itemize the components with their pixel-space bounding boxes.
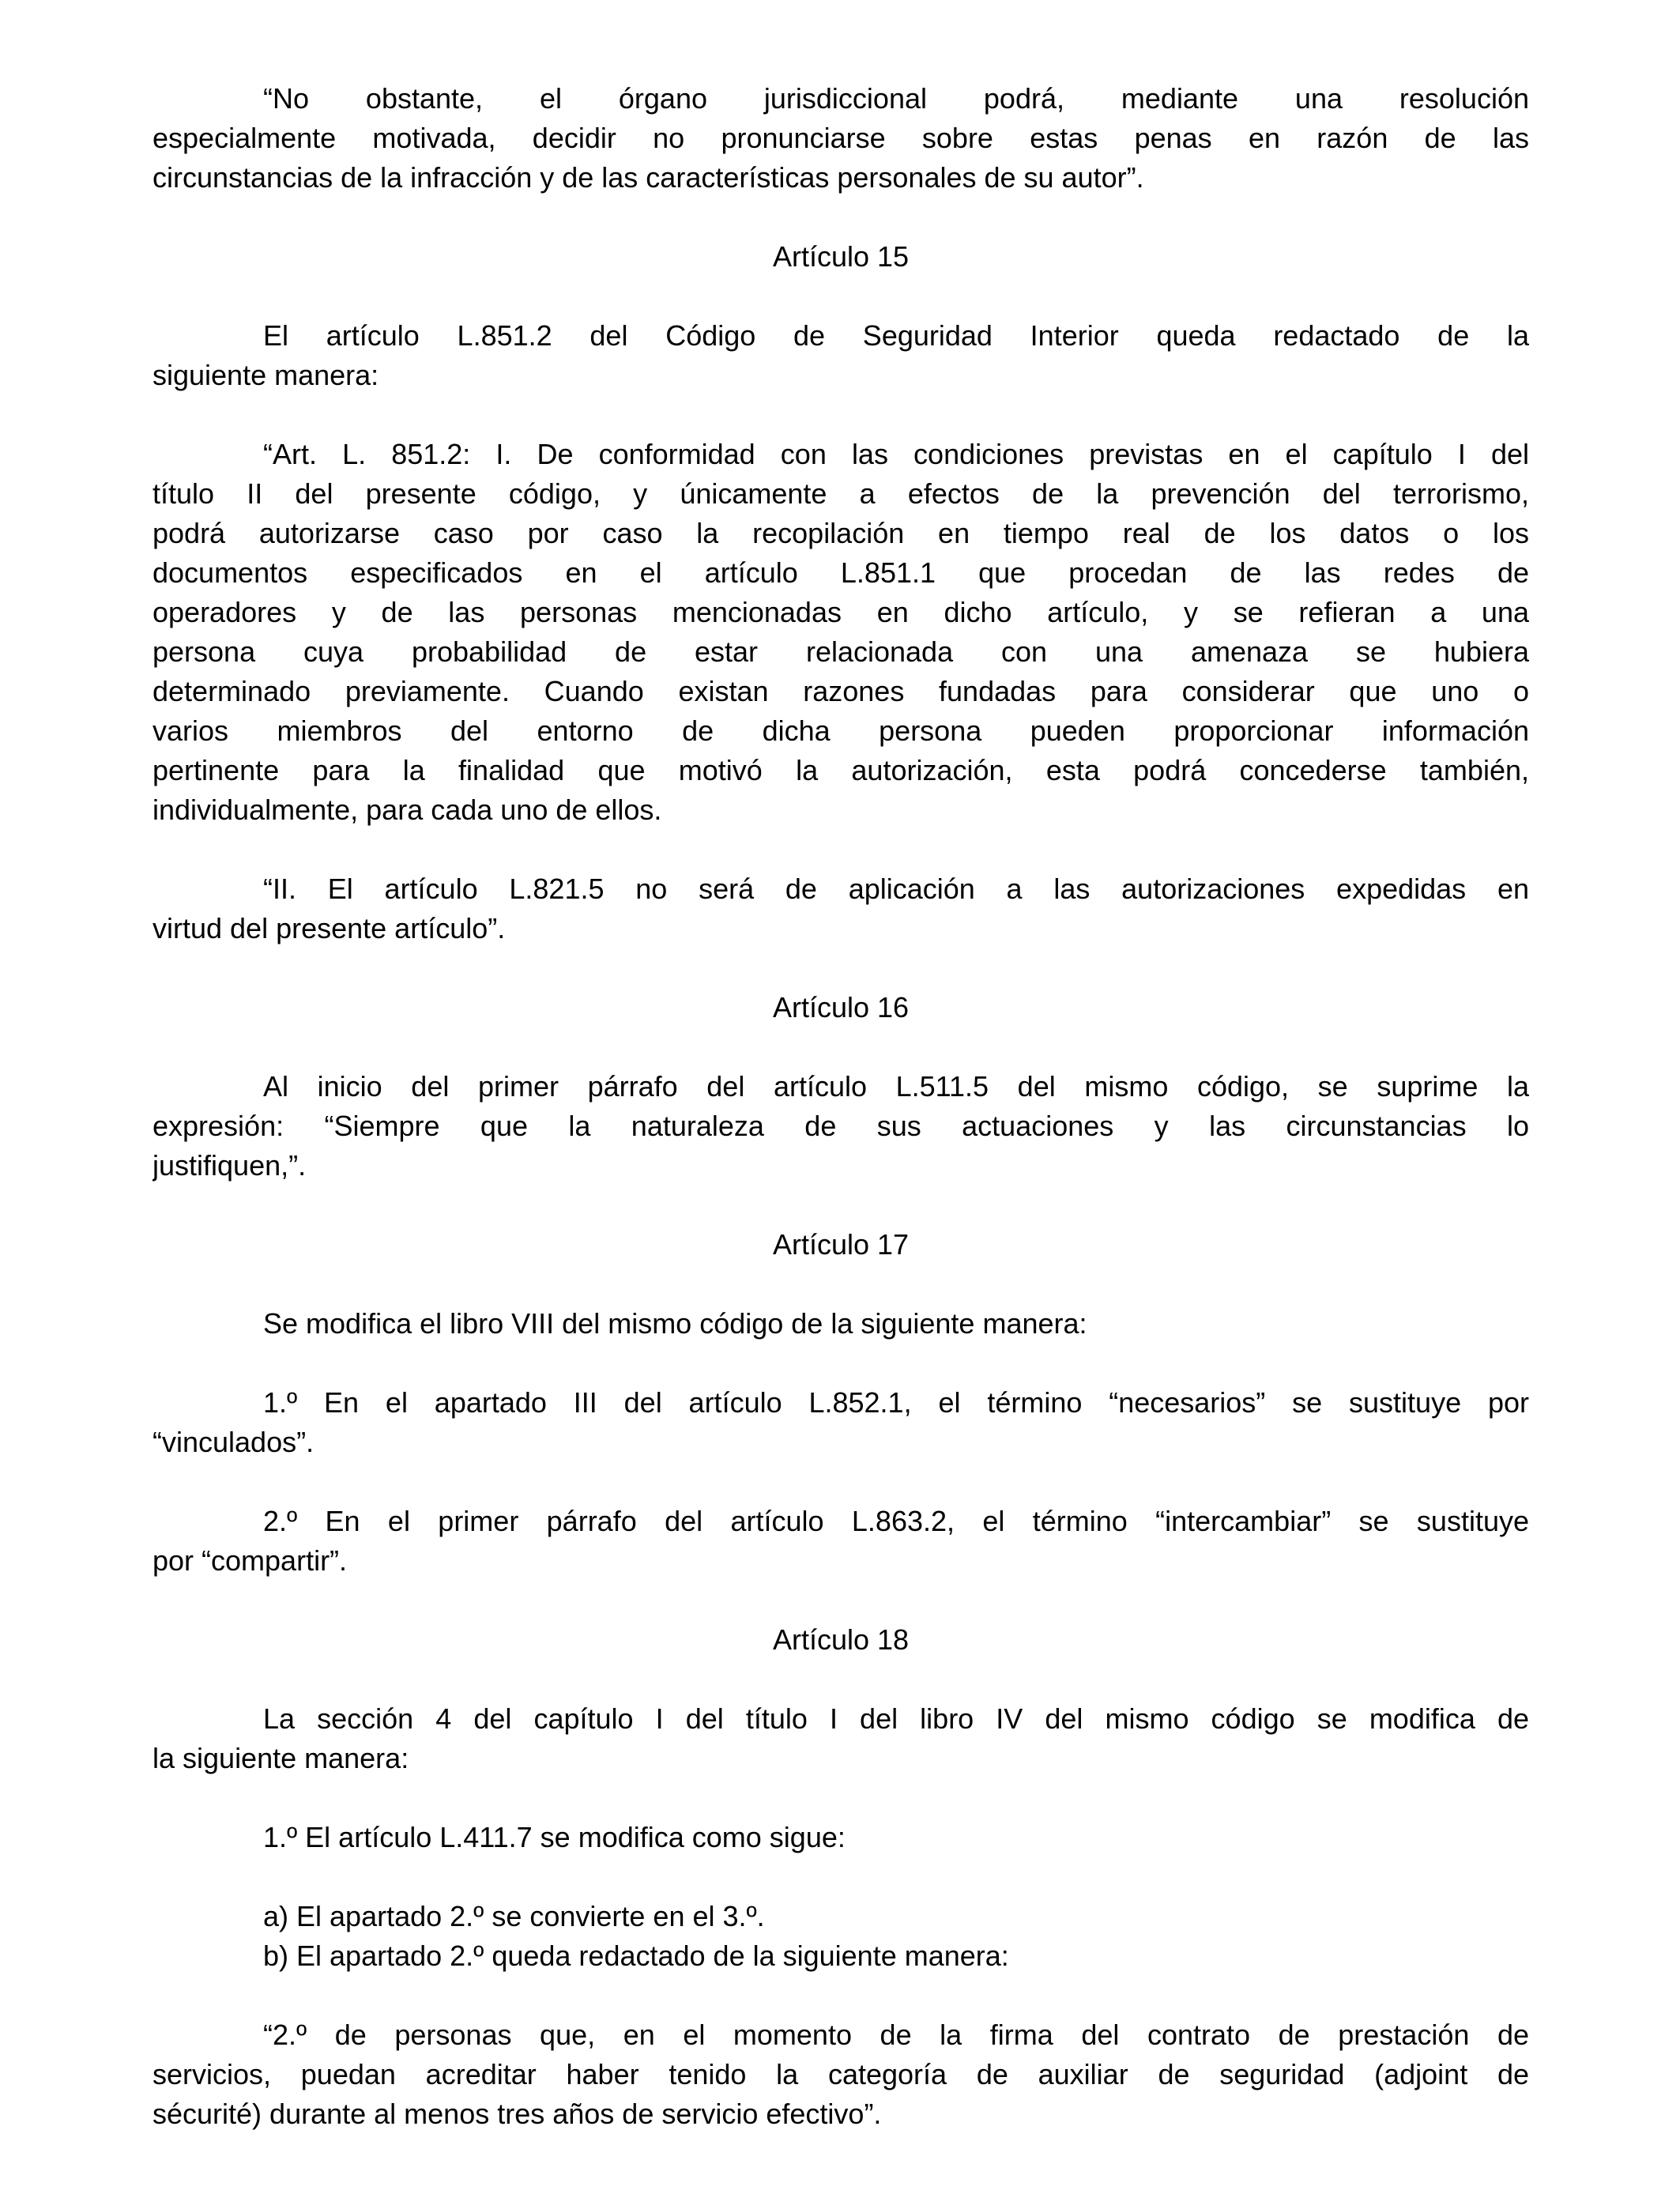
paragraph-line: operadores y de las personas mencionadas en dicho artículo, y se refieran a una	[153, 596, 1529, 628]
paragraph	[153, 1067, 1529, 1186]
paragraph-line: “vinculados”.	[153, 1426, 315, 1458]
paragraph	[153, 435, 1529, 830]
paragraph	[153, 316, 1529, 395]
paragraph-line: por “compartir”.	[153, 1544, 348, 1577]
article-heading: Artículo 16	[772, 991, 910, 1023]
paragraph-line: b) El apartado 2.º queda redactado de la siguiente manera:	[263, 1940, 1009, 1972]
document-content	[153, 79, 1529, 2134]
article-heading: Artículo 15	[772, 240, 910, 273]
paragraph-line: justifiquen,”.	[153, 1149, 307, 1182]
paragraph	[153, 1897, 1529, 1976]
paragraph-line: La sección 4 del capítulo I del título I del libro IV del mismo código se modifica de	[263, 1702, 1529, 1735]
paragraph	[153, 79, 1529, 198]
paragraph-line: siguiente manera:	[153, 359, 379, 391]
paragraph	[153, 1818, 1529, 1857]
paragraph-line: 2.º En el primer párrafo del artículo L.863.2, el término “intercambiar” se sustituye	[263, 1505, 1529, 1537]
paragraph-line: varios miembros del entorno de dicha persona pueden proporcionar información	[153, 714, 1529, 747]
paragraph-line: sécurité) durante al menos tres años de servicio efectivo”.	[153, 2098, 882, 2130]
article-heading: Artículo 17	[772, 1228, 910, 1261]
paragraph-line: pertinente para la finalidad que motivó la autorización, esta podrá concederse también,	[153, 754, 1529, 786]
paragraph-line: Al inicio del primer párrafo del artículo L.511.5 del mismo código, se suprime la	[263, 1070, 1529, 1103]
paragraph-line: a) El apartado 2.º se convierte en el 3.º.	[263, 1900, 765, 1932]
paragraph-line: expresión: “Siempre que la naturaleza de sus actuaciones y las circunstancias lo	[153, 1110, 1529, 1142]
paragraph-line: 1.º El artículo L.411.7 se modifica como sigue:	[263, 1821, 846, 1853]
paragraph	[153, 869, 1529, 948]
paragraph-line: especialmente motivada, decidir no pronunciarse sobre estas penas en razón de las	[153, 122, 1529, 154]
paragraph-line: “2.º de personas que, en el momento de la firma del contrato de prestación de	[263, 2019, 1529, 2051]
paragraph	[153, 1502, 1529, 1581]
paragraph-line: documentos especificados en el artículo L.851.1 que procedan de las redes de	[153, 556, 1529, 589]
paragraph-line: la siguiente manera:	[153, 1742, 409, 1774]
paragraph-line: “No obstante, el órgano jurisdiccional podrá, mediante una resolución	[263, 82, 1529, 115]
paragraph-line: determinado previamente. Cuando existan razones fundadas para considerar que uno o	[153, 675, 1529, 707]
paragraph	[153, 1304, 1529, 1344]
paragraph-line: persona cuya probabilidad de estar relacionada con una amenaza se hubiera	[153, 635, 1529, 668]
paragraph-line: 1.º En el apartado III del artículo L.852.1, el término “necesarios” se sustituye por	[263, 1386, 1529, 1419]
article-heading: Artículo 18	[772, 1623, 910, 1656]
paragraph	[153, 1383, 1529, 1462]
paragraph-line: individualmente, para cada uno de ellos.	[153, 794, 662, 826]
paragraph-line: podrá autorizarse caso por caso la recopilación en tiempo real de los datos o los	[153, 517, 1529, 549]
paragraph	[153, 1699, 1529, 1778]
paragraph-line: título II del presente código, y únicamente a efectos de la prevención del terrorismo,	[153, 477, 1529, 510]
paragraph-line: Se modifica el libro VIII del mismo código de la siguiente manera:	[263, 1307, 1087, 1340]
paragraph-line: “II. El artículo L.821.5 no será de aplicación a las autorizaciones expedidas en	[263, 873, 1529, 905]
paragraph-line: servicios, puedan acreditar haber tenido la categoría de auxiliar de seguridad (adjoint de	[153, 2058, 1529, 2090]
paragraph-line: “Art. L. 851.2: I. De conformidad con las condiciones previstas en el capítulo I del	[263, 438, 1529, 470]
paragraph-line: virtud del presente artículo”.	[153, 912, 506, 944]
paragraph	[153, 2015, 1529, 2134]
paragraph-line: circunstancias de la infracción y de las características personales de su autor”.	[153, 161, 1144, 194]
paragraph-line: El artículo L.851.2 del Código de Seguridad Interior queda redactado de la	[263, 319, 1529, 352]
